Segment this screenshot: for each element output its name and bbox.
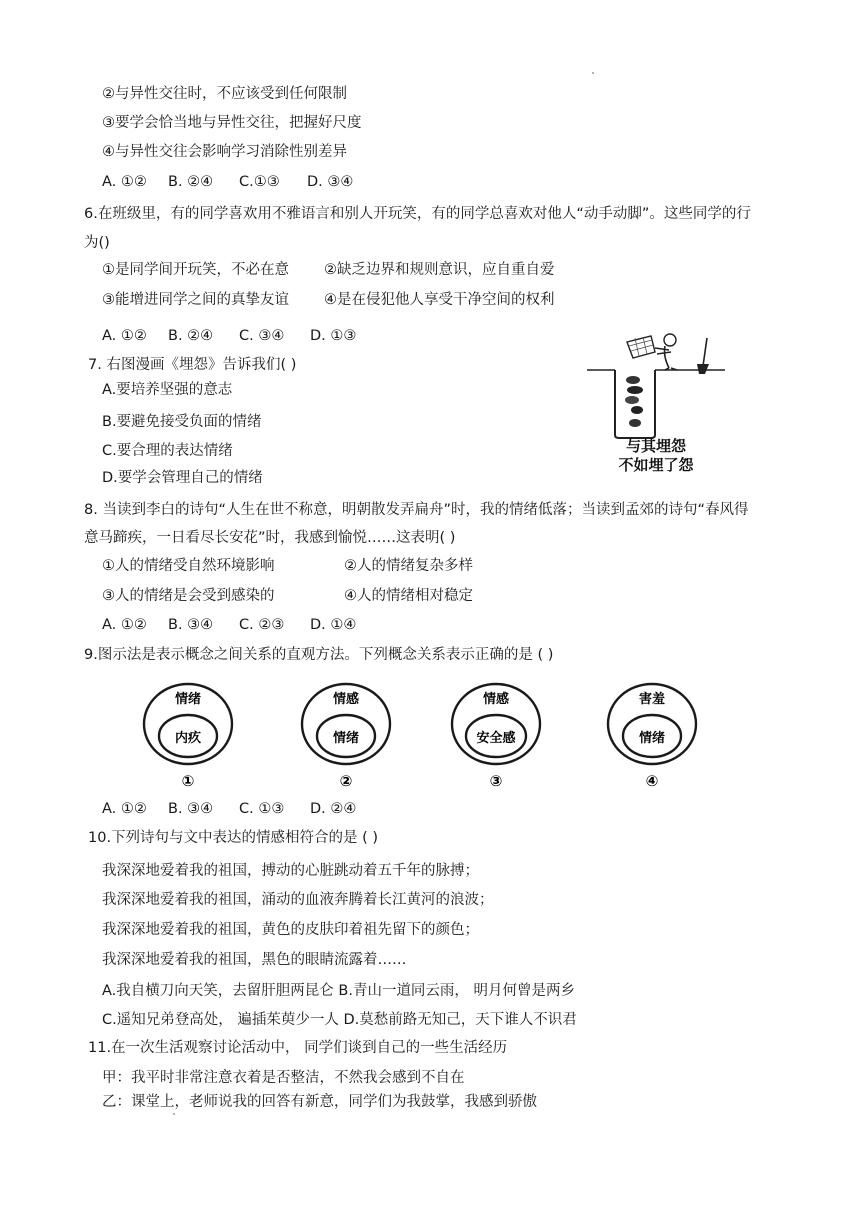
diagram-3-inner-label: 安全感 [476, 731, 516, 746]
q11-student-yi: 乙：课堂上，老师说我的回答有新意，同学们为我鼓掌，我感到骄傲 [102, 1094, 537, 1110]
q10-poem-line-1: 我深深地爱着我的祖国，搏动的心脏跳动着五千年的脉搏； [102, 863, 479, 879]
diagram-1-inner-label: 内疚 [174, 731, 202, 746]
q10-poem-line-3: 我深深地爱着我的祖国，黄色的皮肤印着祖先留下的颜色； [102, 922, 479, 938]
q6-item-4: ④是在侵犯他人享受干净空间的权利 [324, 292, 555, 308]
diagram-3 [452, 684, 540, 790]
q6-option-d[interactable]: D. ①③ [310, 328, 357, 344]
q6-item-2: ②缺乏边界和规则意识，应自重自爱 [324, 262, 555, 278]
q9-option-c[interactable]: C. ①③ [239, 801, 285, 817]
q6-stem-line-2: 为() [84, 235, 110, 251]
cartoon-caption-line-2: 不如埋了怨 [618, 456, 694, 474]
q8-option-c[interactable]: C. ②③ [239, 617, 285, 633]
q7-option-c[interactable]: C.要合理的表达情绪 [102, 443, 233, 459]
q10-stem: 10.下列诗句与文中表达的情感相符合的是 ( ) [88, 830, 379, 846]
q8-item-3: ③人的情绪是会受到感染的 [102, 588, 275, 604]
q8-item-4: ④人的情绪相对稳定 [344, 588, 473, 604]
diagram-1 [144, 684, 232, 790]
speck [592, 72, 594, 74]
q10-options-c-d[interactable]: C.遥知兄弟登高处， 遍插茱萸少一人 D.莫愁前路无知己，天下谁人不识君 [102, 1012, 577, 1028]
diagram-3-number: ③ [489, 772, 503, 790]
diagram-2-inner-label: 情绪 [332, 731, 360, 746]
diagram-4-outer-label: 害羞 [638, 692, 666, 707]
q5-item-2: ②与异性交往时，不应该受到任何限制 [102, 86, 347, 102]
q8-option-d[interactable]: D. ①④ [310, 617, 357, 633]
concept-diagrams [140, 678, 710, 796]
q8-stem-line-1: 8. 当读到李白的诗句“人生在世不称意，明朝散发弄扁舟”时，我的情绪低落；当读到孟郊的诗句“春风得 [84, 502, 749, 518]
q6-option-c[interactable]: C. ③④ [239, 328, 285, 344]
cartoon-caption-line-1: 与其埋怨 [625, 437, 687, 455]
diagram-2-outer-label: 情感 [332, 692, 360, 707]
q8-item-1: ①人的情绪受自然环境影响 [102, 558, 275, 574]
q6-stem-line-1: 6.在班级里，有的同学喜欢用不雅语言和别人开玩笑，有的同学总喜欢对他人“动手动脚”。这些同学的行 [84, 206, 751, 222]
q8-item-2: ②人的情绪复杂多样 [344, 558, 473, 574]
speck [173, 1113, 175, 1115]
complaint-cartoon [585, 330, 727, 474]
diagram-4-number: ④ [645, 772, 659, 790]
q7-option-b[interactable]: B.要避免接受负面的情绪 [102, 414, 262, 430]
q5-option-b[interactable]: B. ②④ [168, 174, 214, 190]
diagram-3-outer-label: 情感 [482, 692, 510, 707]
q10-options-a-b[interactable]: A.我自横刀向天笑，去留肝胆两昆仑 B.青山一道同云雨， 明月何曾是两乡 [102, 983, 576, 999]
q5-option-a[interactable]: A. ①② [102, 174, 147, 190]
diagram-1-number: ① [181, 772, 195, 790]
q9-stem: 9.图示法是表示概念之间关系的直观方法。下列概念关系表示正确的是 ( ) [84, 647, 554, 663]
q5-option-d[interactable]: D. ③④ [307, 174, 354, 190]
q7-option-a[interactable]: A.要培养坚强的意志 [102, 382, 233, 398]
q11-student-jia: 甲：我平时非常注意衣着是否整洁，不然我会感到不自在 [102, 1070, 465, 1086]
q8-option-b[interactable]: B. ③④ [168, 617, 214, 633]
q10-poem-line-2: 我深深地爱着我的祖国，涌动的血液奔腾着长江黄河的浪波； [102, 892, 494, 908]
q9-option-a[interactable]: A. ①② [102, 801, 147, 817]
q6-option-a[interactable]: A. ①② [102, 328, 147, 344]
q8-stem-line-2: 意马蹄疾，一日看尽长安花”时，我感到愉悦……这表明( ) [84, 530, 456, 546]
q9-option-b[interactable]: B. ③④ [168, 801, 214, 817]
q6-item-1: ①是同学间开玩笑，不必在意 [102, 262, 289, 278]
q7-stem: 7. 右图漫画《埋怨》告诉我们( ) [88, 357, 297, 373]
q7-option-d[interactable]: D.要学会管理自己的情绪 [102, 470, 263, 486]
q10-poem-line-4: 我深深地爱着我的祖国，黑色的眼睛流露着…… [102, 952, 407, 968]
diagram-2 [302, 684, 390, 790]
q5-item-4: ④与异性交往会影响学习消除性别差异 [102, 144, 347, 160]
q6-item-3: ③能增进同学之间的真挚友谊 [102, 292, 289, 308]
q8-option-a[interactable]: A. ①② [102, 617, 147, 633]
diagram-4-inner-label: 情绪 [638, 731, 666, 746]
diagram-2-number: ② [339, 772, 353, 790]
diagram-1-outer-label: 情绪 [174, 692, 202, 707]
q9-option-d[interactable]: D. ②④ [310, 801, 357, 817]
q5-item-3: ③要学会恰当地与异性交往，把握好尺度 [102, 115, 362, 131]
q11-stem: 11.在一次生活观察讨论活动中， 同学们谈到自己的一些生活经历 [88, 1040, 508, 1056]
q6-option-b[interactable]: B. ②④ [168, 328, 214, 344]
q5-option-c[interactable]: C.①③ [239, 174, 280, 190]
diagram-4 [608, 684, 696, 790]
